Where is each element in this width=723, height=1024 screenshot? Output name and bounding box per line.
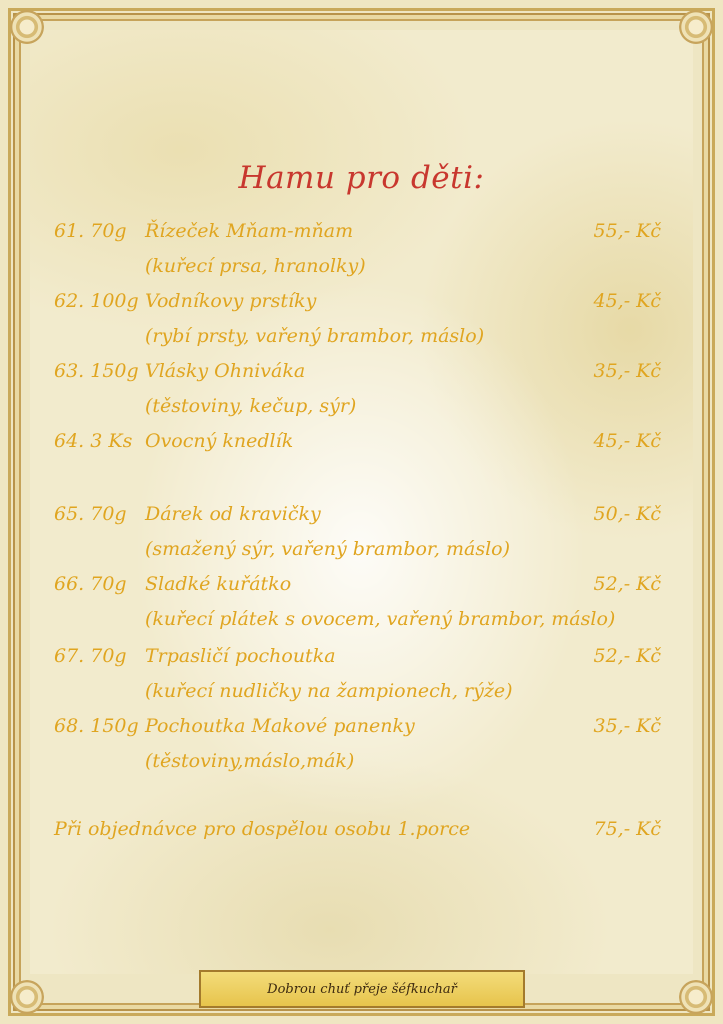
item-description: (kuřecí plátek s ovocem, vařený brambor, máslo) xyxy=(145,608,616,630)
item-price: 52,- Kč xyxy=(593,645,661,667)
item-description: (rybí prsty, vařený brambor, máslo) xyxy=(145,325,485,347)
menu-item xyxy=(0,573,723,630)
menu-item xyxy=(0,503,723,560)
menu-title: Hamu pro děti: xyxy=(238,160,485,196)
item-number: 67. 70g xyxy=(54,645,127,667)
chef-banner-text: Dobrou chuť přeje šéfkuchař xyxy=(267,981,457,997)
item-price: 45,- Kč xyxy=(593,430,661,452)
menu-item xyxy=(0,290,723,347)
adult-note-price: 75,- Kč xyxy=(593,818,661,840)
corner-ornament-icon xyxy=(10,10,44,44)
item-price: 50,- Kč xyxy=(593,503,661,525)
item-price: 45,- Kč xyxy=(593,290,661,312)
item-price: 55,- Kč xyxy=(593,220,661,242)
menu-item xyxy=(0,715,723,772)
item-name: Trpasličí pochoutka xyxy=(145,645,336,667)
item-description: (kuřecí nudličky na žampionech, rýže) xyxy=(145,680,513,702)
item-description: (těstoviny, kečup, sýr) xyxy=(145,395,357,417)
item-number: 66. 70g xyxy=(54,573,127,595)
corner-ornament-icon xyxy=(10,980,44,1014)
chef-banner xyxy=(199,970,525,1008)
item-number: 68. 150g xyxy=(54,715,139,737)
adult-note-label: Při objednávce pro dospělou osobu 1.porce xyxy=(54,818,471,840)
item-price: 35,- Kč xyxy=(593,715,661,737)
item-price: 35,- Kč xyxy=(593,360,661,382)
item-number: 63. 150g xyxy=(54,360,139,382)
item-name: Sladké kuřátko xyxy=(145,573,292,595)
menu-item xyxy=(0,360,723,417)
menu-item xyxy=(0,220,723,277)
item-name: Vodníkovy prstíky xyxy=(145,290,317,312)
item-number: 65. 70g xyxy=(54,503,127,525)
menu-item xyxy=(0,645,723,702)
menu-item xyxy=(0,430,723,470)
item-name: Pochoutka Makové panenky xyxy=(145,715,415,737)
item-number: 62. 100g xyxy=(54,290,139,312)
item-name: Vlásky Ohniváka xyxy=(145,360,306,382)
item-number: 64. 3 Ks xyxy=(54,430,133,452)
corner-ornament-icon xyxy=(679,980,713,1014)
item-description: (smažený sýr, vařený brambor, máslo) xyxy=(145,538,511,560)
item-name: Řízeček Mňam-mňam xyxy=(145,220,354,242)
item-name: Ovocný knedlík xyxy=(145,430,294,452)
item-name: Dárek od kravičky xyxy=(145,503,321,525)
corner-ornament-icon xyxy=(679,10,713,44)
item-description: (těstoviny,máslo,mák) xyxy=(145,750,355,772)
item-description: (kuřecí prsa, hranolky) xyxy=(145,255,366,277)
item-price: 52,- Kč xyxy=(593,573,661,595)
item-number: 61. 70g xyxy=(54,220,127,242)
